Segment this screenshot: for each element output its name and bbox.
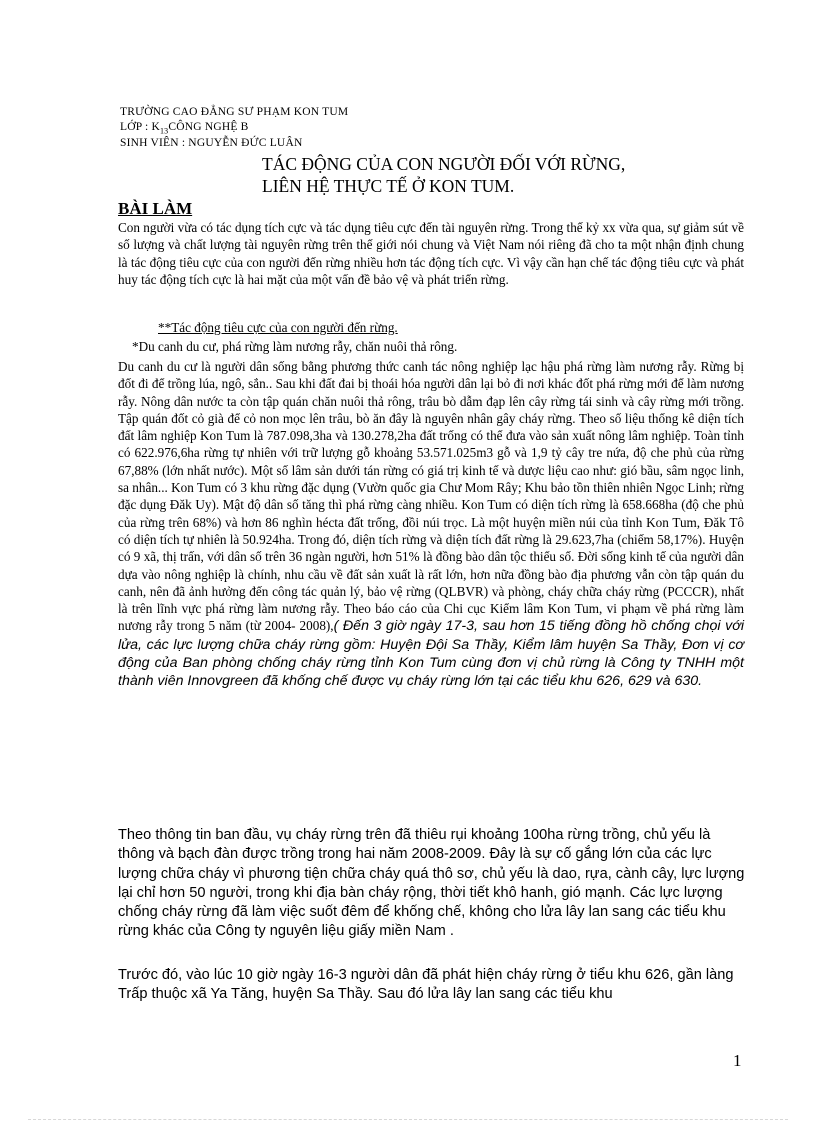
news-paragraph-1: Theo thông tin ban đầu, vụ cháy rừng trên đã thiêu rụi khoảng 100ha rừng trồng, chủ yếu là thông và bạch đàn được trồng trong hai năm 2008-2009. Đây là sự cố gắng lớn của các lực lượng chữa cháy vì phương tiện chữa cháy quá thô sơ, chủ yếu là dao, rựa, cành cây, lực lượng lại chỉ hơn 50 người, trong khi địa bàn cháy rộng, thời tiết khô hanh, gió mạnh. Các lực lượng chống cháy rừng đã làm việc suốt đêm để khống chế, không cho lửa lây lan sang các tiểu khu rừng khác của Công ty nguyên liệu giấy miền Nam . <box>118 827 745 940</box>
body-paragraph <box>118 358 744 691</box>
intro-paragraph: Con người vừa có tác dụng tích cực và tác dụng tiêu cực đến tài nguyên rừng. Trong thế kỷ xx vừa qua, sự giảm sút về số lượng và chất lượng tài nguyên rừng trên thế giới nói chung và Việt Nam nói riêng đã cho ta một nhận định chung là tác động tiêu cực của con người đến rừng nhiều hơn tác động tích cực. Vì vậy cần hạn chế tác động tiêu cực và phát huy tác động tích cực là hai mặt của một vấn đề bảo vệ và phát triển rừng. <box>118 220 744 287</box>
header-school: TRƯỜNG CAO ĐẲNG SƯ PHẠM KON TUM <box>120 106 349 118</box>
body-paragraph-text: Du canh du cư là người dân sống bằng phương thức canh tác nông nghiệp lạc hậu phá rừng làm nương rẫy. Rừng bị đốt đi để trồng lúa, ngô, sắn.. Sau khi đất đai bị thoái hóa người dân lại bỏ đi nơi khác đốt phá rừng mới để làm nương rẫy. Nông dân nước ta còn tập quán chăn nuôi thả rông, trâu bò dẫm đạp lên cây rừng tái sinh và cây rừng mới trồng. Tập quán đốt cỏ già để cỏ non mọc lên trâu, bò ăn đây là nguyên nhân gây cháy rừng. Theo số liệu thống kê diện tích đất lâm nghiệp Kon Tum là 787.098,3ha và 130.278,2ha đất trống có thể đưa vào sản xuất nông lâm nghiệp. Toàn tỉnh có 622.976,6ha rừng tự nhiên với trữ lượng gỗ khoảng 53.571.025m3 gỗ và 1,9 tỷ cây tre nứa, độ che phủ của rừng 67,88% (lớn nhất nước). Một số lâm sản dưới tán rừng có giá trị kinh tế và dược liệu cao như: gió bầu, sâm ngọc linh, sa nhân... Kon Tum có 3 khu rừng đặc dụng (Vườn quốc gia Chư Mom Rây; Khu bảo tồn thiên nhiên Ngọc Linh; rừng đặc dụng Đăk Uy). Mật độ dân số tăng thì phá rừng càng nhiều. Kon Tum có diện tích rừng là 658.668ha (độ che phủ của rừng trên 68%) và hơn 86 nghìn hécta đất trống, đồi núi trọc. Là một huyện miền núi của tỉnh Kon Tum, Đăk Tô có diện tích tự nhiên là 50.924ha. Trong đó, diện tích rừng và diện tích đất rừng là 29.623,7ha (chiếm 58,17%). Huyện có 9 xã, thị trấn, với dân số trên 36 ngàn người, hơn 51% là đồng bào dân tộc thiểu số. Đời sống kinh tế của người dân dựa vào nông nghiệp là chính, nhu cầu về đất sản xuất là rất lớn, hơn nữa đồng bào địa phương vẫn còn tập quán du canh, nên đã ảnh hưởng đến công tác quản lý, bảo vệ rừng (QLBVR) và phòng, cháy chữa cháy rừng (PCCCR), nhất là trên lĩnh vực phá rừng làm nương rẫy. Theo báo cáo của Chi cục Kiểm lâm Kon Tum, vi phạm về phá rừng làm nương rẫy trong 5 năm (từ 2004- 2008), <box>118 359 745 634</box>
header-class-prefix: LỚP : K <box>120 121 160 133</box>
page-footer-divider <box>28 1119 788 1120</box>
document-title-line-2: LIÊN HỆ THỰC TẾ Ở KON TUM. <box>262 176 515 196</box>
news-paragraph-2: Trước đó, vào lúc 10 giờ ngày 16-3 người dân đã phát hiện cháy rừng ở tiểu khu 626, gần làng Trấp thuộc xã Ya Tăng, huyện Sa Thầy. Sau đó lửa lây lan sang các tiểu khu <box>118 967 734 1003</box>
document-title-line-1: TÁC ĐỘNG CỦA CON NGƯỜI ĐỐI VỚI RỪNG, <box>262 154 626 174</box>
header-class-suffix: CÔNG NGHỆ B <box>168 121 249 133</box>
page-number: 1 <box>733 1051 742 1070</box>
section-heading: BÀI LÀM <box>118 199 193 218</box>
header-class-subscript: 13 <box>159 126 169 136</box>
subheading-item: *Du canh du cư, phá rừng làm nương rẫy, chăn nuôi thả rông. <box>132 339 458 354</box>
subheading-negative-impact: **Tác động tiêu cực của con người đến rừng. <box>158 320 398 335</box>
header-student: SINH VIÊN : NGUYỄN ĐỨC LUÂN <box>120 137 303 149</box>
body-paragraph-italic: ( Đến 3 giờ ngày 17-3, sau hơn 15 tiếng đồng hồ chống chọi với lửa, các lực lượng chữa cháy rừng gồm: Huyện Đội Sa Thầy, Kiểm lâm huyện Sa Thầy, Đơn vị cơ động của Ban phòng chống cháy rừng tỉnh Kon Tum cùng đơn vị chủ rừng là Công ty TNHH một thành viên Innovgreen đã khống chế được vụ cháy rừng lớn tại các tiểu khu 626, 629 và 630. <box>118 618 744 690</box>
